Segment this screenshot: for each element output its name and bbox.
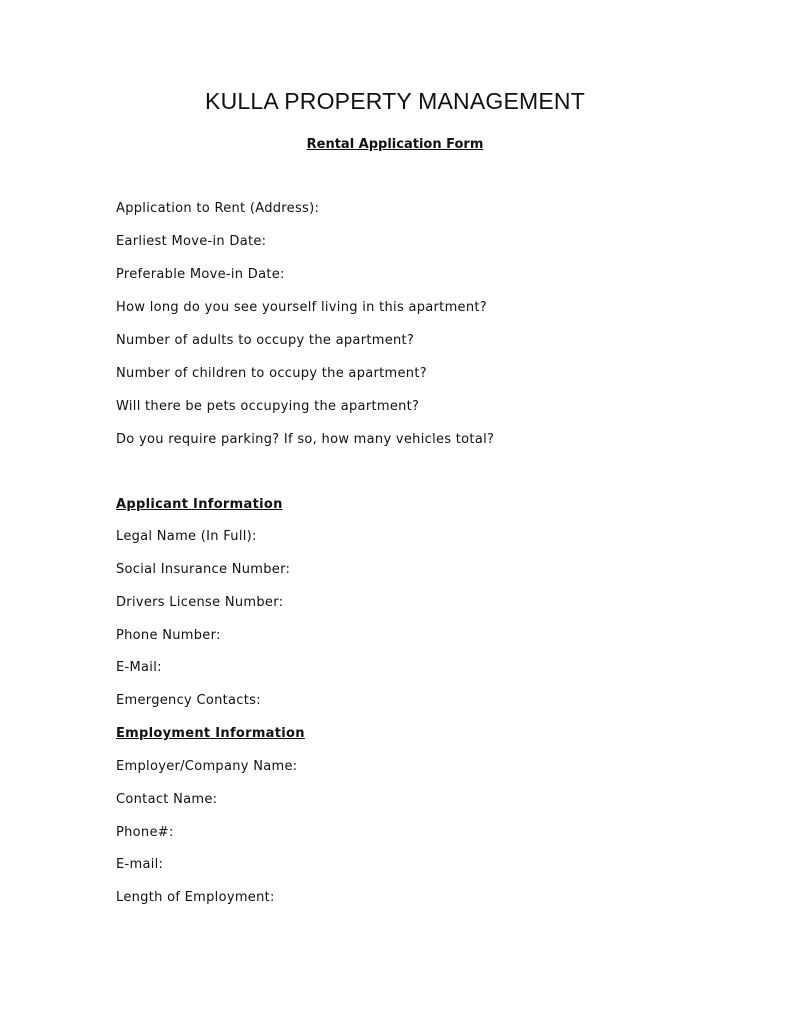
field-label-employment-length: Length of Employment: <box>116 890 275 905</box>
field-label-legal-name: Legal Name (In Full): <box>116 529 257 544</box>
applicant-section-heading: Applicant Information <box>116 497 283 512</box>
field-label-employer-phone: Phone#: <box>116 825 174 840</box>
field-label-sin: Social Insurance Number: <box>116 562 291 577</box>
field-label-drivers-license: Drivers License Number: <box>116 595 284 610</box>
field-label-emergency-contacts: Emergency Contacts: <box>116 693 261 708</box>
field-label-rent-address: Application to Rent (Address): <box>116 201 320 216</box>
employment-section-heading: Employment Information <box>116 726 305 741</box>
field-label-children: Number of children to occupy the apartment? <box>116 366 427 381</box>
field-label-duration: How long do you see yourself living in this apartment? <box>116 300 487 315</box>
field-label-earliest-move-in: Earliest Move-in Date: <box>116 234 267 249</box>
field-label-adults: Number of adults to occupy the apartment? <box>116 333 415 348</box>
field-label-pets: Will there be pets occupying the apartment? <box>116 399 420 414</box>
field-label-contact-name: Contact Name: <box>116 792 218 807</box>
field-label-employer-email: E-mail: <box>116 857 164 872</box>
field-label-email: E-Mail: <box>116 660 162 675</box>
form-title: Rental Application Form <box>306 137 484 152</box>
field-label-employer: Employer/Company Name: <box>116 759 298 774</box>
field-label-preferable-move-in: Preferable Move-in Date: <box>116 267 285 282</box>
field-label-phone: Phone Number: <box>116 628 221 643</box>
company-title: KULLA PROPERTY MANAGEMENT <box>205 88 585 114</box>
field-label-parking: Do you require parking? If so, how many vehicles total? <box>116 432 495 447</box>
